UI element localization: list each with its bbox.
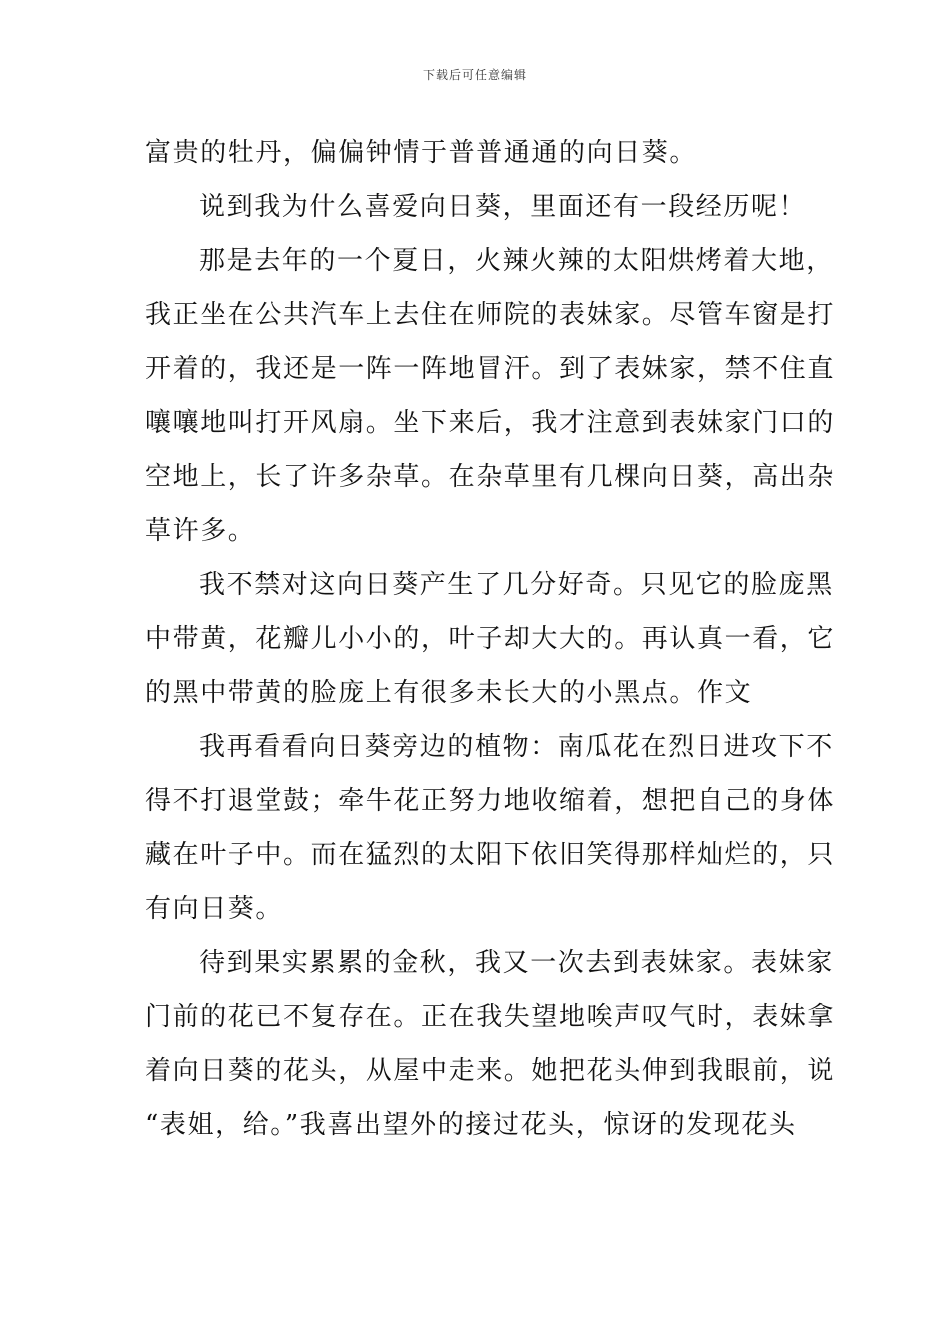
- text-line: 富贵的牡丹，偏偏钟情于普普通通的向日葵。: [145, 138, 698, 168]
- text-line: 说到我为什么喜爱向日葵，里面还有一段经历呢！: [199, 192, 807, 222]
- text-line: 中带黄，花瓣儿小小的，叶子却大大的。再认真一看，它: [145, 624, 836, 654]
- text-line: 我正坐在公共汽车上去住在师院的表妹家。尽管车窗是打: [145, 300, 836, 330]
- text-line: 的黑中带黄的脸庞上有很多未长大的小黑点。作文: [145, 678, 753, 708]
- text-line: 门前的花已不复存在。正在我失望地唉声叹气时，表妹拿: [145, 1002, 836, 1032]
- text-line: 得不打退堂鼓；牵牛花正努力地收缩着，想把自己的身体: [145, 786, 836, 816]
- text-line: 藏在叶子中。而在猛烈的太阳下依旧笑得那样灿烂的，只: [145, 840, 836, 870]
- body-text: [145, 126, 836, 1152]
- text-line: 草许多。: [145, 516, 256, 546]
- text-line: 我再看看向日葵旁边的植物：南瓜花在烈日进攻下不: [199, 732, 834, 762]
- text-line: 待到果实累累的金秋，我又一次去到表妹家。表妹家: [199, 948, 834, 978]
- text-line: 有向日葵。: [145, 894, 284, 924]
- text-line: 开着的，我还是一阵一阵地冒汗。到了表妹家，禁不住直: [145, 354, 836, 384]
- text-line: 那是去年的一个夏日，火辣火辣的太阳烘烤着大地，: [199, 246, 834, 276]
- text-line: “表姐，给。”我喜出望外的接过花头，惊讶的发现花头: [145, 1110, 797, 1140]
- text-line: 空地上，长了许多杂草。在杂草里有几棵向日葵，高出杂: [145, 462, 836, 492]
- text-line: 我不禁对这向日葵产生了几分好奇。只见它的脸庞黑: [199, 570, 834, 600]
- page-header: 下载后可任意编辑: [422, 68, 527, 82]
- text-line: 嚷嚷地叫打开风扇。坐下来后，我才注意到表妹家门口的: [145, 408, 836, 438]
- text-line: 着向日葵的花头，从屋中走来。她把花头伸到我眼前，说: [145, 1056, 836, 1086]
